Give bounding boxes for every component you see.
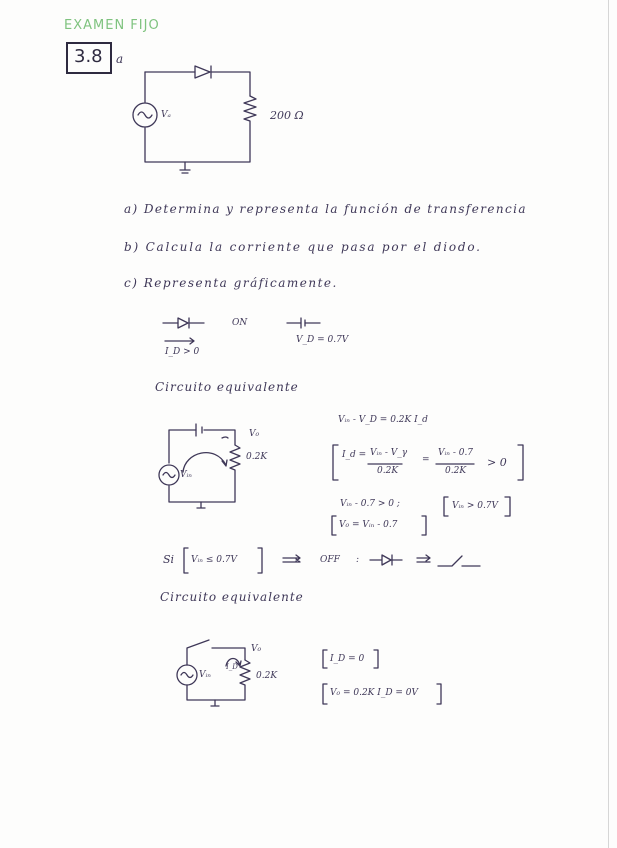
current-label: I_D [226,663,238,671]
exam-title: EXAMEN FIJO [64,18,160,33]
question-a: a) Determina y representa la función de transferencia [124,202,527,216]
off-label: OFF [320,555,340,565]
on-label: ON [232,318,248,328]
equation-id-lhs: I_d = [342,450,367,460]
node-label-2: V₀ [251,644,262,654]
equivalent-heading-1: Circuito equivalente [155,380,299,394]
fraction2-denominator: 0.2K [445,466,467,476]
fraction1-denominator: 0.2K [377,466,399,476]
resistor-label-1: 200 Ω [270,109,304,122]
problem-number: 3.8 [74,46,103,67]
off-diode-symbol [370,555,402,565]
open-switch-symbol [438,556,480,566]
eq-bracket-right [518,445,523,480]
v0-equation: V₀ = Vᵢₙ - 0.7 [339,520,398,530]
fraction1-numerator: Vᵢₙ - V_γ [370,448,408,458]
vd-label: V_D = 0.7V [296,335,349,345]
part-label: a [116,52,124,66]
ground-symbol [180,162,190,173]
si-label: Si [163,553,175,566]
equation-equals: = [422,455,430,465]
source-label-2: Vᵢₙ [180,470,192,480]
resistor-label-3: 0.2K [256,671,278,681]
equivalent-circuit-1 [159,424,240,508]
diode-current-condition: I_D > 0 [165,347,200,357]
resistor-label-2: 0.2K [246,452,268,462]
on-condition: Vᵢₙ > 0.7V [452,501,499,511]
node-label-1: V₀ [249,429,260,439]
id-zero-equation: I_D = 0 [330,654,365,664]
equation-kvl: Vᵢₙ - V_D = 0.2K I_d [338,415,428,425]
inequality: Vᵢₙ - 0.7 > 0 ; [340,499,400,509]
colon-label: : [356,555,360,565]
eq-bracket-left [333,445,338,480]
equation-id-rhs: > 0 [487,456,507,469]
v0-zero-equation: V₀ = 0.2K I_D = 0V [330,688,419,698]
equivalent-circuit-2 [177,640,250,706]
off-condition: Vᵢₙ ≤ 0.7V [191,555,238,565]
equivalent-heading-2: Circuito equivalente [160,590,304,604]
fraction2-numerator: Vᵢₙ - 0.7 [438,448,474,458]
source-label-3: Vᵢₙ [199,670,211,680]
question-c: c) Representa gráficamente. [124,276,338,290]
diode-symbol [195,66,210,78]
source-label-1: Vₐ [161,110,171,120]
question-b: b) Calcula la corriente que pasa por el diodo. [124,240,482,254]
circuit-1 [133,66,256,173]
